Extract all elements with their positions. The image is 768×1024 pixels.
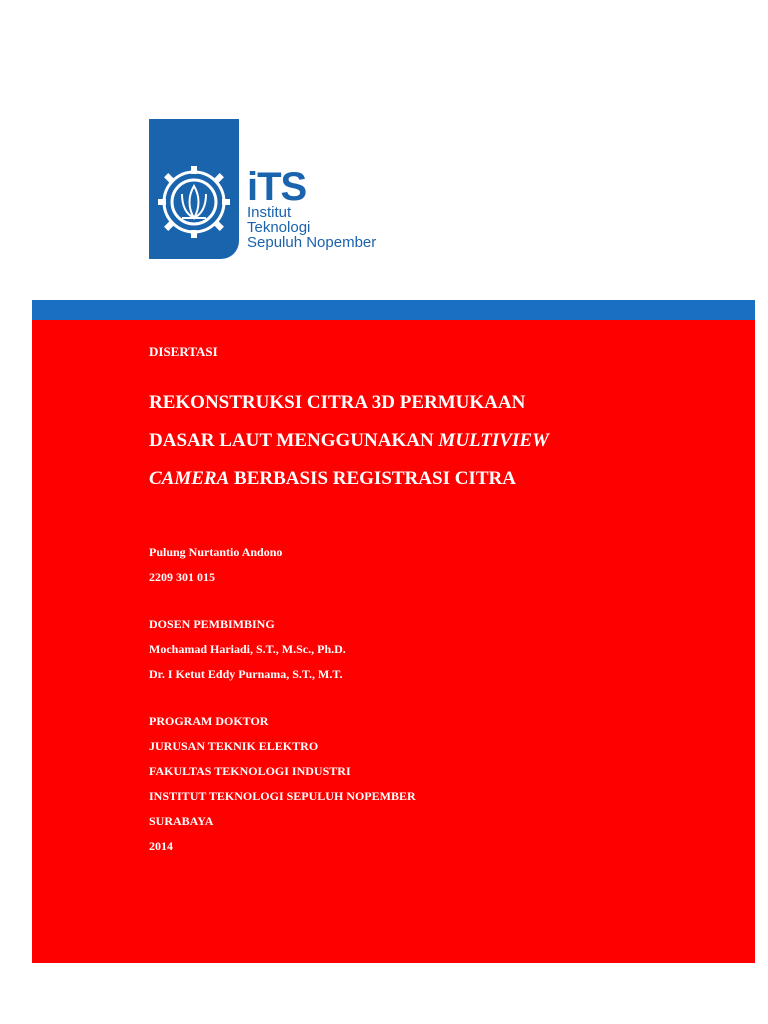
logo-name-line-1: Institut [247,204,292,221]
faculty: FAKULTAS TEKNOLOGI INDUSTRI [149,764,351,778]
department: JURUSAN TEKNIK ELEKTRO [149,739,319,753]
cover-panel [32,300,755,963]
student-id: 2209 301 015 [149,570,215,584]
program: PROGRAM DOKTOR [149,714,269,728]
title-line-3-text: BERBASIS REGISTRASI CITRA [229,468,516,489]
logo-wordmark [247,165,377,251]
advisor-1: Mochamad Hariadi, S.T., M.Sc., Ph.D. [149,642,346,656]
title-line-2 [149,422,709,460]
cover-content [149,344,709,859]
institute: INSTITUT TEKNOLOGI SEPULUH NOPEMBER [149,789,416,803]
title-line-2-italic: MULTIVIEW [438,430,549,451]
logo-name-line-2: Teknologi [247,219,311,236]
cover-blue-stripe [32,300,755,320]
advisor-block [149,612,709,687]
advisor-2: Dr. I Ketut Eddy Purnama, S.T., M.T. [149,667,343,681]
title-line-2-text: DASAR LAUT MENGGUNAKAN [149,430,439,451]
logo-blue-panel [149,119,239,259]
document-type: DISERTASI [149,344,218,359]
title-line-3-italic: CAMERA [149,468,230,489]
title-line-3 [149,460,709,498]
logo-name-line-3: Sepuluh Nopember [247,234,377,251]
logo-acronym: iTS [247,165,307,209]
institution-block [149,709,709,859]
author-block [149,540,709,590]
title-line-1: REKONSTRUKSI CITRA 3D PERMUKAAN [149,392,526,413]
its-logo [149,119,399,259]
year: 2014 [149,839,173,853]
author-name: Pulung Nurtantio Andono [149,545,283,559]
dissertation-title [149,384,709,498]
city: SURABAYA [149,814,214,828]
its-seal-icon [154,162,234,242]
advisor-heading: DOSEN PEMBIMBING [149,617,275,631]
